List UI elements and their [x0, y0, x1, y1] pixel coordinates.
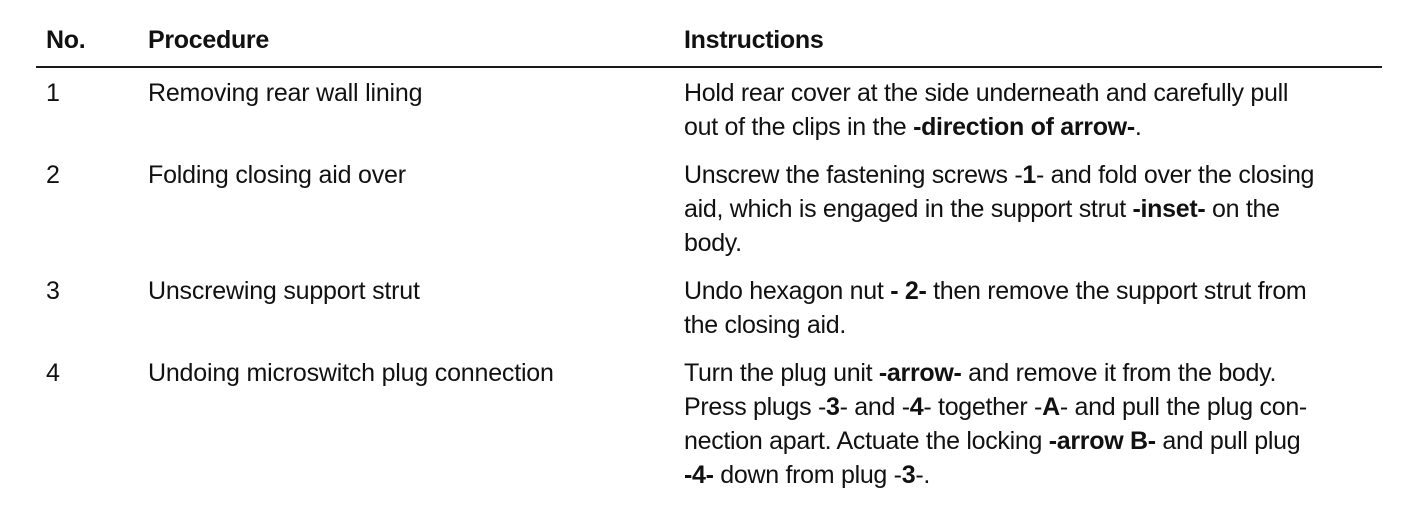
row-procedure: Folding closing aid over	[148, 161, 406, 189]
instruction-line	[684, 424, 1374, 458]
instruction-text: .	[1134, 113, 1142, 141]
row-instructions	[684, 356, 1374, 492]
instruction-text: - and -	[839, 393, 910, 421]
instruction-emphasis: 1	[1022, 161, 1036, 189]
header-procedure: Procedure	[148, 26, 269, 54]
instruction-line	[684, 356, 1374, 390]
instruction-text: Undo hexagon nut	[684, 277, 891, 305]
instruction-line	[684, 308, 1374, 342]
row-instructions	[684, 274, 1374, 342]
instruction-emphasis: A	[1042, 393, 1060, 421]
instruction-text: Hold rear cover at the side underneath and carefully pull	[684, 79, 1289, 107]
instruction-text: the closing aid.	[684, 311, 846, 339]
instruction-text: and pull plug	[1155, 427, 1301, 455]
instruction-text: nection apart. Actuate the locking	[684, 427, 1049, 455]
row-number: 3	[46, 277, 60, 305]
instruction-emphasis: -arrow-	[878, 359, 962, 387]
instruction-emphasis: 3	[901, 461, 916, 489]
instruction-emphasis: 3	[826, 393, 840, 421]
instruction-text: then remove the support strut from	[926, 277, 1307, 305]
instruction-line	[684, 110, 1374, 144]
instruction-line	[684, 458, 1374, 492]
instruction-line	[684, 390, 1374, 424]
procedure-table	[36, 0, 1382, 489]
row-number: 1	[46, 79, 60, 107]
row-instructions	[684, 158, 1374, 260]
instruction-emphasis: -inset-	[1132, 195, 1206, 223]
row-procedure: Removing rear wall lining	[148, 79, 423, 107]
instruction-text: body.	[684, 229, 742, 257]
instruction-emphasis: -direction of arrow-	[913, 113, 1135, 141]
header-no: No.	[46, 26, 86, 54]
instruction-line	[684, 76, 1374, 110]
instruction-emphasis: -4-	[684, 461, 714, 489]
instruction-emphasis: - 2-	[890, 277, 927, 305]
row-number: 4	[46, 359, 60, 387]
table-header	[36, 0, 1382, 68]
row-instructions	[684, 76, 1374, 144]
instruction-text: - and pull the plug con-	[1059, 393, 1307, 421]
instruction-text: and remove it from the body.	[961, 359, 1277, 387]
row-procedure: Unscrewing support strut	[148, 277, 420, 305]
instruction-text: on the	[1205, 195, 1280, 223]
instruction-text: - and fold over the closing	[1035, 161, 1315, 189]
instruction-text: Press plugs -	[684, 393, 826, 421]
instruction-text: - together -	[923, 393, 1043, 421]
header-instructions: Instructions	[684, 26, 824, 54]
row-procedure: Undoing microswitch plug connection	[148, 359, 554, 387]
instruction-text: down from plug -	[713, 461, 902, 489]
instruction-emphasis: -arrow B-	[1048, 427, 1156, 455]
instruction-line	[684, 192, 1374, 226]
instruction-text: Turn the plug unit	[684, 359, 879, 387]
instruction-line	[684, 226, 1374, 260]
row-number: 2	[46, 161, 60, 189]
instruction-text: aid, which is engaged in the support strut	[684, 195, 1133, 223]
instruction-text: out of the clips in the	[684, 113, 914, 141]
instruction-line	[684, 274, 1374, 308]
instruction-text: -.	[915, 461, 930, 489]
instruction-line	[684, 158, 1374, 192]
instruction-text: Unscrew the fastening screws -	[684, 161, 1023, 189]
instruction-emphasis: 4	[909, 393, 924, 421]
